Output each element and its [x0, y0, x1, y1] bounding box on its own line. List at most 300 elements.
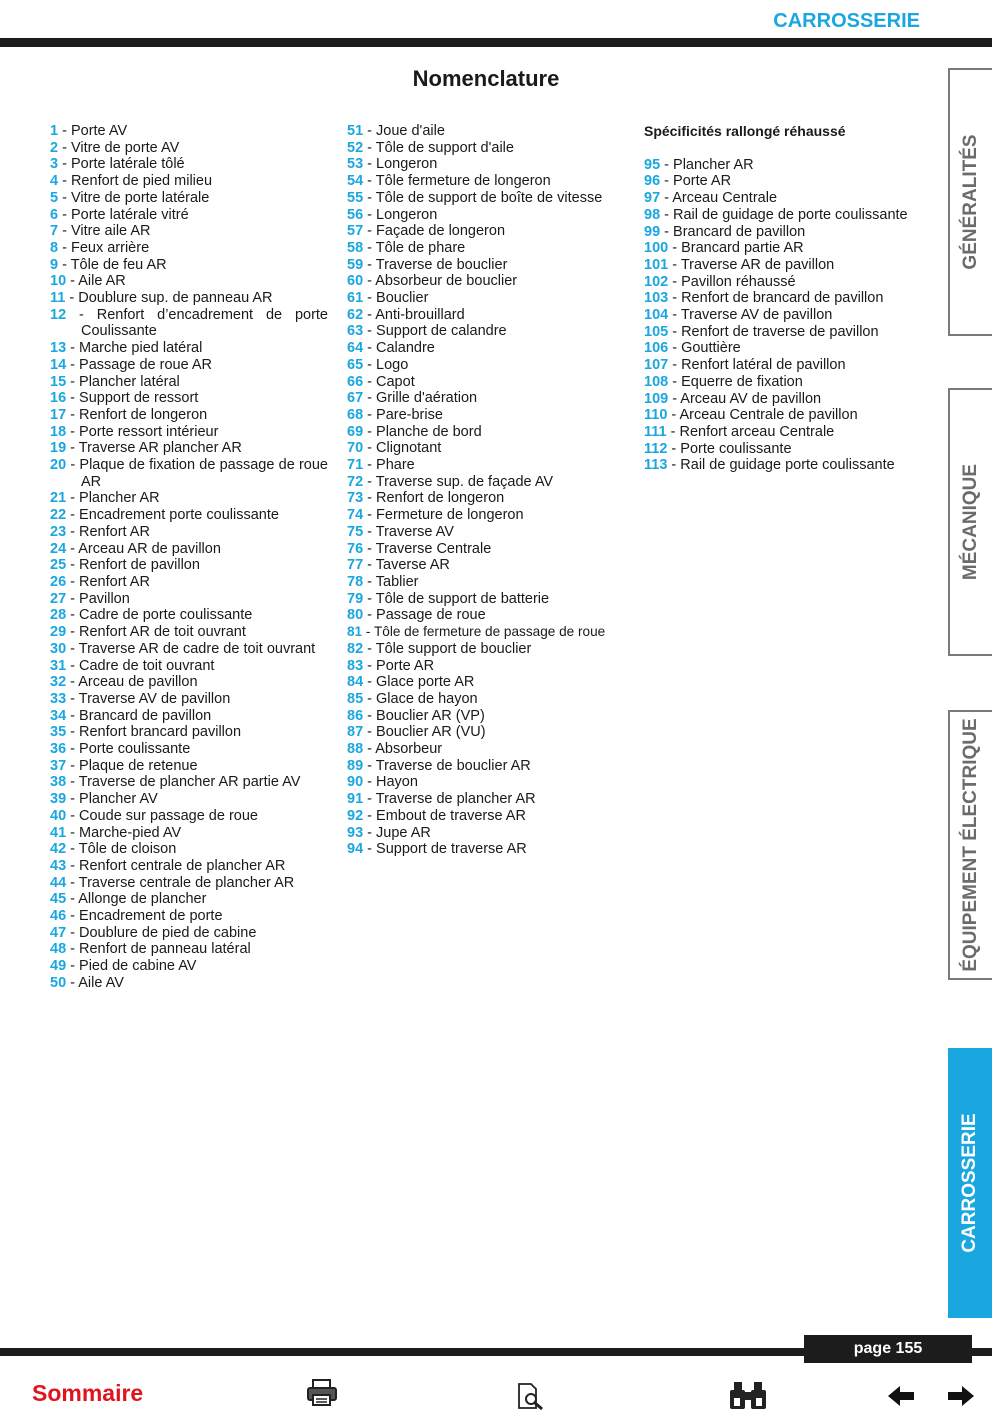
item-number: 83 — [347, 657, 364, 674]
list-item — [50, 591, 328, 608]
item-label: - Plancher AR — [66, 490, 160, 507]
item-number: 76 — [347, 540, 364, 557]
item-label: - Brancard de pavillon — [660, 223, 806, 240]
item-number: 28 — [50, 607, 67, 624]
binoculars-icon[interactable] — [728, 1380, 768, 1417]
list-item — [50, 290, 328, 307]
item-label: - Arceau de pavillon — [66, 674, 198, 691]
list-item — [50, 624, 328, 641]
list-item — [50, 273, 328, 290]
item-label: - Vitre de porte AV — [58, 139, 180, 156]
item-label: - Equerre de fixation — [668, 373, 803, 390]
item-label: - Porte AV — [58, 123, 128, 139]
item-label: - Tôle de phare — [363, 239, 466, 256]
tab-carrosserie[interactable] — [948, 1048, 992, 1318]
list-item — [347, 674, 632, 691]
list-item — [644, 173, 924, 190]
item-number: 15 — [50, 373, 67, 390]
item-number: 111 — [644, 423, 667, 440]
list-item — [347, 808, 632, 825]
item-label: - Tôle de support d'aile — [363, 139, 514, 156]
list-item — [50, 257, 328, 274]
item-number: 66 — [347, 373, 364, 390]
nomenclature-column-3 — [644, 123, 924, 474]
item-number: 63 — [347, 323, 364, 340]
item-number: 25 — [50, 557, 67, 574]
list-item — [347, 390, 632, 407]
item-number: 90 — [347, 774, 364, 791]
item-number: 101 — [644, 256, 669, 273]
item-label: - Gouttière — [668, 340, 741, 357]
item-number: 40 — [50, 807, 67, 824]
item-label: - Brancard de pavillon — [66, 707, 212, 724]
list-item — [50, 908, 328, 925]
item-label: - Arceau Centrale — [660, 190, 778, 207]
item-number: 106 — [644, 340, 669, 357]
item-number: 81 — [347, 624, 363, 640]
item-number: 53 — [347, 156, 364, 173]
list-item — [347, 424, 632, 441]
item-number: 98 — [644, 206, 661, 223]
tab-label: MÉCANIQUE — [960, 463, 981, 581]
item-label: - Porte coulissante — [667, 440, 792, 457]
page-title: Nomenclature — [412, 66, 560, 91]
item-number: 103 — [644, 290, 669, 307]
item-label: - Doublure sup. de panneau AR — [65, 290, 273, 307]
item-label: - Grille d'aération — [363, 390, 478, 407]
item-number: 69 — [347, 423, 364, 440]
item-label: - Coude sur passage de roue — [66, 807, 258, 824]
item-number: 105 — [644, 323, 669, 340]
tab-mecanique[interactable] — [948, 388, 992, 656]
list-item — [50, 607, 328, 624]
item-label: - Renfort arceau Centrale — [666, 423, 835, 440]
list-item — [50, 741, 328, 758]
tab-equipement-electrique[interactable] — [948, 710, 992, 980]
list-item — [50, 123, 328, 140]
item-number: 44 — [50, 874, 67, 891]
document-search-icon[interactable] — [516, 1382, 546, 1417]
item-number: 55 — [347, 189, 364, 206]
list-item — [347, 841, 632, 858]
specs-title: Spécificités rallongé réhaussé — [644, 123, 846, 139]
printer-icon[interactable] — [305, 1378, 339, 1413]
nomenclature-column-2 — [347, 123, 632, 858]
sommaire-link[interactable]: Sommaire — [32, 1380, 144, 1406]
item-label: - Bouclier AR (VU) — [363, 724, 486, 741]
arrow-right-icon[interactable] — [946, 1384, 976, 1413]
item-label: - Renfort d’encadrement de porte Coulissante — [66, 306, 328, 340]
item-label: - Encadrement porte coulissante — [66, 507, 279, 524]
list-item — [50, 190, 328, 207]
item-number: 47 — [50, 924, 67, 941]
list-item — [644, 240, 924, 257]
item-label: - Jupe AR — [363, 824, 431, 841]
item-label: - Support de calandre — [363, 323, 507, 340]
item-number: 61 — [347, 290, 364, 307]
list-item — [347, 173, 632, 190]
item-number: 67 — [347, 390, 364, 407]
item-label: - Renfort de brancard de pavillon — [668, 290, 884, 307]
list-item — [50, 574, 328, 591]
item-number: 18 — [50, 423, 67, 440]
item-label: - Brancard partie AR — [668, 240, 804, 257]
item-label: - Encadrement de porte — [66, 908, 223, 925]
item-number: 10 — [50, 273, 67, 290]
item-number: 39 — [50, 791, 67, 808]
list-item — [644, 274, 924, 291]
item-number: 87 — [347, 724, 364, 741]
list-item — [347, 691, 632, 708]
list-item — [644, 441, 924, 458]
item-label: - Traverse de bouclier — [363, 256, 508, 273]
item-label: - Arceau AR de pavillon — [66, 540, 221, 557]
item-label: - Arceau Centrale de pavillon — [667, 407, 858, 424]
tab-label: ÉQUIPEMENT ÉLECTRIQUE — [960, 718, 981, 972]
item-number: 31 — [50, 657, 67, 674]
tab-label: GÉNÉRALITÉS — [960, 134, 981, 270]
list-item — [50, 674, 328, 691]
item-label: - Traverse de plancher AR — [363, 791, 536, 808]
list-item — [50, 173, 328, 190]
item-label: - Pavillon réhaussé — [668, 273, 796, 290]
arrow-left-icon[interactable] — [886, 1384, 916, 1413]
item-label: - Renfort de pavillon — [66, 557, 200, 574]
item-label: - Renfort AR — [66, 523, 150, 540]
item-label: - Taverse AR — [363, 557, 450, 574]
item-number: 58 — [347, 239, 364, 256]
tab-label: CARROSSERIE — [959, 1113, 980, 1253]
item-number: 46 — [50, 908, 67, 925]
item-number: 3 — [50, 156, 59, 173]
item-number: 64 — [347, 340, 364, 357]
list-item — [347, 524, 632, 541]
item-number: 84 — [347, 674, 364, 691]
item-number: 80 — [347, 607, 364, 624]
list-item — [50, 758, 328, 775]
item-number: 17 — [50, 406, 67, 423]
item-number: 29 — [50, 624, 67, 641]
nomenclature-column-1 — [50, 123, 328, 992]
item-label: - Plancher AR — [660, 156, 754, 173]
item-label: - Tôle de support de batterie — [363, 590, 550, 607]
item-number: 95 — [644, 156, 661, 173]
item-number: 1 — [50, 123, 59, 139]
item-number: 71 — [347, 457, 364, 474]
item-label: - Bouclier — [363, 290, 429, 307]
item-number: 91 — [347, 791, 364, 808]
list-item — [50, 791, 328, 808]
item-label: - Renfort de longeron — [66, 406, 208, 423]
list-item — [644, 374, 924, 391]
item-number: 12 — [50, 306, 67, 323]
item-number: 93 — [347, 824, 364, 841]
item-number: 51 — [347, 123, 364, 139]
item-number: 5 — [50, 189, 59, 206]
list-item — [644, 207, 924, 224]
item-number: 52 — [347, 139, 364, 156]
list-item — [50, 424, 328, 441]
list-item — [50, 374, 328, 391]
list-item — [347, 323, 632, 340]
item-number: 82 — [347, 640, 364, 657]
item-label: - Planche de bord — [363, 423, 482, 440]
item-number: 96 — [644, 173, 661, 190]
item-number: 109 — [644, 390, 669, 407]
item-number: 110 — [644, 407, 668, 424]
list-item — [347, 190, 632, 207]
list-item — [347, 557, 632, 574]
item-label: - Fermeture de longeron — [363, 507, 524, 524]
list-item — [347, 507, 632, 524]
item-label: - Plaque de retenue — [66, 757, 198, 774]
list-item — [50, 808, 328, 825]
item-number: 32 — [50, 674, 67, 691]
list-item — [50, 774, 328, 791]
item-label: - Support de traverse AR — [363, 841, 527, 858]
item-label: - Cadre de toit ouvrant — [66, 657, 215, 674]
item-number: 26 — [50, 573, 67, 590]
list-item — [644, 340, 924, 357]
list-item — [347, 607, 632, 624]
item-label: - Longeron — [363, 156, 438, 173]
item-label: - Marche-pied AV — [66, 824, 182, 841]
list-item — [347, 223, 632, 240]
specs-list — [644, 157, 924, 474]
item-label: - Porte AR — [660, 173, 732, 190]
list-item — [50, 958, 328, 975]
list-item — [644, 290, 924, 307]
list-item — [347, 724, 632, 741]
item-number: 23 — [50, 523, 67, 540]
item-label: - Renfort de pied milieu — [58, 173, 213, 190]
item-number: 113 — [644, 457, 668, 474]
item-label: - Tôle de support de boîte de vitesse — [363, 189, 603, 206]
list-item — [644, 190, 924, 207]
item-number: 45 — [50, 891, 67, 908]
list-item — [50, 557, 328, 574]
list-item — [347, 591, 632, 608]
list-item — [644, 324, 924, 341]
list-item — [347, 290, 632, 307]
item-number: 6 — [50, 206, 59, 223]
item-label: - Doublure de pied de cabine — [66, 924, 257, 941]
item-number: 89 — [347, 757, 364, 774]
list-item — [644, 307, 924, 324]
item-number: 112 — [644, 440, 668, 457]
item-label: - Aile AR — [66, 273, 126, 290]
item-number: 50 — [50, 974, 67, 991]
list-item — [50, 641, 328, 658]
item-number: 108 — [644, 373, 669, 390]
item-label: - Tôle de fermeture de passage de roue — [362, 624, 606, 640]
list-item — [347, 741, 632, 758]
list-item — [50, 724, 328, 741]
item-label: - Passage de roue — [363, 607, 486, 624]
item-number: 38 — [50, 774, 67, 791]
list-item — [50, 440, 328, 457]
item-label: - Anti-brouillard — [363, 306, 465, 323]
item-label: - Tôle de feu AR — [58, 256, 167, 273]
list-item — [50, 825, 328, 842]
section-header: CARROSSERIE — [773, 10, 920, 32]
list-item — [347, 207, 632, 224]
item-label: - Traverse AR plancher AR — [66, 440, 242, 457]
item-label: - Traverse de plancher AR partie AV — [66, 774, 301, 791]
item-label: - Traverse AV — [363, 523, 454, 540]
item-number: 22 — [50, 507, 67, 524]
list-item — [644, 407, 924, 424]
item-label: - Arceau AV de pavillon — [668, 390, 822, 407]
tab-generalites[interactable] — [948, 68, 992, 336]
list-item — [50, 407, 328, 424]
item-number: 41 — [50, 824, 67, 841]
item-label: - Renfort AR de toit ouvrant — [66, 624, 246, 641]
item-number: 57 — [347, 223, 364, 240]
list-item — [347, 156, 632, 173]
list-item — [347, 307, 632, 324]
item-number: 8 — [50, 239, 59, 256]
item-label: - Logo — [363, 356, 409, 373]
list-item — [50, 207, 328, 224]
top-rule — [0, 38, 992, 47]
item-label: - Tôle fermeture de longeron — [363, 173, 551, 190]
item-label: - Tablier — [363, 573, 419, 590]
list-item — [347, 658, 632, 675]
list-item — [347, 774, 632, 791]
item-label: - Pied de cabine AV — [66, 958, 197, 975]
item-label: - Traverse AR de cadre de toit ouvrant — [66, 640, 316, 657]
item-number: 59 — [347, 256, 364, 273]
item-label: - Renfort de panneau latéral — [66, 941, 251, 958]
item-label: - Capot — [363, 373, 415, 390]
item-number: 27 — [50, 590, 67, 607]
list-item — [50, 925, 328, 942]
list-item — [347, 374, 632, 391]
item-label: - Clignotant — [363, 440, 442, 457]
item-label: - Rail de guidage porte coulissante — [667, 457, 895, 474]
item-label: - Hayon — [363, 774, 418, 791]
item-label: - Cadre de porte coulissante — [66, 607, 253, 624]
item-number: 65 — [347, 356, 364, 373]
item-number: 68 — [347, 406, 364, 423]
list-item — [347, 474, 632, 491]
item-label: - Pare-brise — [363, 406, 443, 423]
list-item — [50, 691, 328, 708]
list-item — [50, 490, 328, 507]
list-item — [347, 641, 632, 658]
item-label: - Traverse sup. de façade AV — [363, 473, 554, 490]
item-label: - Plaque de fixation de passage de roue AR — [66, 457, 328, 490]
item-number: 4 — [50, 173, 59, 190]
item-number: 56 — [347, 206, 364, 223]
list-item — [50, 307, 328, 340]
item-number: 88 — [347, 741, 364, 758]
page-number: page 155 — [804, 1335, 972, 1363]
item-number: 43 — [50, 857, 67, 874]
list-item — [347, 240, 632, 257]
list-item — [50, 357, 328, 374]
item-number: 2 — [50, 139, 59, 156]
item-label: - Pavillon — [66, 590, 130, 607]
item-number: 74 — [347, 507, 364, 524]
list-item — [347, 574, 632, 591]
list-item — [347, 758, 632, 775]
item-number: 34 — [50, 707, 67, 724]
list-item — [50, 340, 328, 357]
list-item — [347, 624, 632, 641]
list-item — [50, 875, 328, 892]
item-number: 72 — [347, 473, 364, 490]
item-label: - Feux arrière — [58, 239, 150, 256]
item-number: 99 — [644, 223, 661, 240]
item-label: - Support de ressort — [66, 390, 199, 407]
item-label: - Traverse AV de pavillon — [668, 307, 833, 324]
list-item — [50, 140, 328, 157]
item-label: - Plancher latéral — [66, 373, 180, 390]
item-label: - Tôle de cloison — [66, 841, 177, 858]
item-label: - Renfort centrale de plancher AR — [66, 857, 286, 874]
list-item — [50, 841, 328, 858]
list-item — [347, 490, 632, 507]
item-number: 75 — [347, 523, 364, 540]
item-number: 49 — [50, 958, 67, 975]
item-label: - Calandre — [363, 340, 435, 357]
item-number: 14 — [50, 356, 67, 373]
list-item — [347, 357, 632, 374]
item-number: 21 — [50, 490, 67, 507]
item-label: - Traverse Centrale — [363, 540, 492, 557]
item-number: 48 — [50, 941, 67, 958]
item-number: 73 — [347, 490, 364, 507]
item-label: - Passage de roue AR — [66, 356, 213, 373]
list-item — [50, 941, 328, 958]
item-number: 85 — [347, 690, 364, 707]
item-label: - Phare — [363, 457, 415, 474]
list-item — [50, 156, 328, 173]
list-item — [50, 223, 328, 240]
item-label: - Traverse centrale de plancher AR — [66, 874, 295, 891]
list-item — [50, 524, 328, 541]
item-number: 77 — [347, 557, 364, 574]
item-label: - Longeron — [363, 206, 438, 223]
list-item — [644, 224, 924, 241]
item-label: - Renfort brancard pavillon — [66, 724, 242, 741]
item-label: - Renfort de traverse de pavillon — [668, 323, 879, 340]
list-item — [347, 708, 632, 725]
item-label: - Absorbeur de bouclier — [363, 273, 518, 290]
list-item — [50, 240, 328, 257]
list-item — [50, 658, 328, 675]
item-label: - Renfort latéral de pavillon — [668, 357, 846, 374]
item-label: - Absorbeur — [363, 741, 443, 758]
list-item — [50, 541, 328, 558]
item-number: 79 — [347, 590, 364, 607]
item-label: - Porte coulissante — [66, 741, 191, 758]
item-number: 78 — [347, 573, 364, 590]
list-item — [644, 457, 924, 474]
list-item — [347, 791, 632, 808]
item-label: - Allonge de plancher — [66, 891, 207, 908]
item-number: 33 — [50, 690, 67, 707]
item-label: - Aile AV — [66, 974, 124, 991]
item-label: - Porte latérale tôlé — [58, 156, 185, 173]
item-number: 19 — [50, 440, 67, 457]
list-item — [347, 273, 632, 290]
list-item — [347, 257, 632, 274]
list-item — [50, 891, 328, 908]
item-label: - Vitre aile AR — [58, 223, 151, 240]
